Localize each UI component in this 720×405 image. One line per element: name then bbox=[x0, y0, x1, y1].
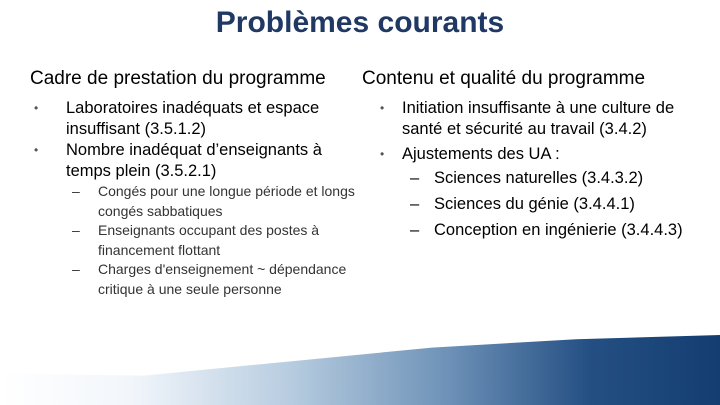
right-sub-list bbox=[402, 165, 692, 240]
sub-list-item-text: Charges d'enseignement ~ dépendance critique à une seule personne bbox=[98, 261, 347, 297]
dash-icon: – bbox=[72, 222, 80, 238]
sub-list-item bbox=[410, 165, 692, 191]
right-bullet-list bbox=[362, 98, 692, 240]
sub-list-item bbox=[72, 182, 360, 221]
dash-icon: – bbox=[72, 183, 80, 199]
list-item-text: Laboratoires inadéquats et espace insuffisant (3.5.1.2) bbox=[66, 99, 320, 138]
dash-icon: – bbox=[72, 261, 80, 277]
dash-icon: – bbox=[410, 221, 420, 239]
bullet-icon: • bbox=[34, 143, 39, 157]
sub-list-item-text: Sciences naturelles (3.4.3.2) bbox=[434, 169, 644, 187]
list-item bbox=[380, 144, 692, 240]
list-item bbox=[34, 140, 360, 299]
bullet-icon: • bbox=[380, 147, 385, 161]
sub-list-item-text: Congés pour une longue période et longs congés sabbatiques bbox=[98, 183, 355, 219]
right-column-heading: Contenu et qualité du programme bbox=[362, 68, 646, 89]
dash-icon: – bbox=[410, 169, 420, 187]
list-item-text: Nombre inadéquat d’enseignants à temps plein (3.5.2.1) bbox=[66, 141, 322, 180]
left-column bbox=[30, 68, 360, 299]
right-column bbox=[362, 68, 692, 240]
list-item-text: Initiation insuffisante à une culture de santé et sécurité au travail (3.4.2) bbox=[402, 99, 675, 138]
sub-list-item-text: Enseignants occupant des postes à financement flottant bbox=[98, 222, 320, 258]
sub-list-item-text: Conception en ingénierie (3.4.4.3) bbox=[434, 221, 683, 239]
decorative-footer-band bbox=[0, 335, 720, 405]
list-item-text: Ajustements des UA : bbox=[402, 145, 560, 163]
left-bullet-list bbox=[30, 98, 360, 299]
list-item bbox=[380, 98, 692, 140]
sub-list-item bbox=[410, 220, 692, 240]
page-title: Problèmes courants bbox=[215, 6, 505, 39]
left-sub-list bbox=[66, 182, 360, 299]
left-column-heading: Cadre de prestation du programme bbox=[30, 68, 326, 89]
list-item bbox=[34, 98, 360, 140]
sub-list-item bbox=[72, 221, 360, 260]
bullet-icon: • bbox=[34, 101, 39, 115]
dash-icon: – bbox=[410, 195, 420, 213]
sub-list-item bbox=[410, 191, 692, 217]
sub-list-item bbox=[72, 260, 360, 299]
bullet-icon: • bbox=[380, 101, 385, 115]
sub-list-item-text: Sciences du génie (3.4.4.1) bbox=[434, 195, 635, 213]
